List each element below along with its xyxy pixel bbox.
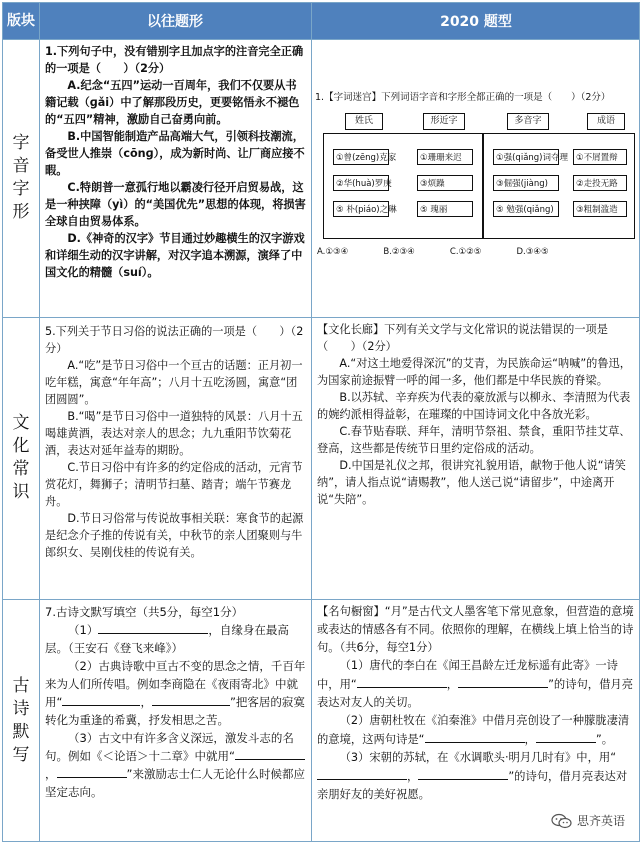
blank-prefix: （1） <box>68 623 99 637</box>
diagram-title: 1.【字词迷宫】下列词语字音和字形全都正确的一项是（ ）（2分） <box>315 92 611 103</box>
category-char: 写 <box>12 745 30 765</box>
comma: ， <box>524 733 536 746</box>
answer-options <box>317 247 549 257</box>
category-char: 古 <box>12 676 30 696</box>
group-item: ⑤ 瑰丽 <box>417 201 473 217</box>
option-c: C.节日习俗中有许多的约定俗成的活动，元宵节赏花灯，舞狮子；清明节扫墓、踏青；端午节赛龙舟。 <box>45 461 303 508</box>
category-char: 化 <box>12 436 30 456</box>
category-char: 诗 <box>12 699 30 719</box>
row-divider <box>3 599 639 600</box>
group-item: ②走投无路 <box>573 175 627 191</box>
answer-blank[interactable] <box>98 621 208 634</box>
option-d: D.中国是礼仪之邦，很讲究礼貌用语，献物于他人说“请笑纳”，请人指点说“请赐教”，他人送己说“请留步”，中途离开说“失陪”。 <box>317 459 626 506</box>
group-item: ②华(huà)罗庚 <box>333 175 389 191</box>
answer-option: C.①②⑤ <box>449 247 482 257</box>
comma: ， <box>446 678 459 691</box>
category-char: 常 <box>12 459 30 479</box>
answer-blank[interactable] <box>425 730 525 743</box>
category-char: 字 <box>12 179 30 199</box>
prompt-text: ”的诗句，借月亮表达对友人的关切。 <box>317 678 633 709</box>
prompt-text: （2）古典诗歌中亘古不变的思念之情，千百年来为人们所传唱。例如李商隐在《夜雨寄北》中就用 <box>45 659 306 709</box>
group-title-surname: 姓氏 <box>345 113 383 130</box>
group-title-polyphonic: 多音字 <box>507 113 549 130</box>
prompt-text: ”的诗句，借月亮表达对亲朋好友的美好祝愿。 <box>317 770 628 801</box>
old-question-5 <box>45 323 307 561</box>
answer-blank[interactable] <box>62 693 140 706</box>
answer-blank[interactable] <box>357 675 447 688</box>
group-item: ①不屑置辩 <box>573 149 627 165</box>
option-c: C.春节贴春联、拜年，清明节祭祖、禁食，重阳节挂艾草、登高，这些都是传统节日里约定俗成的活动。 <box>317 425 631 455</box>
category-char: 字 <box>12 133 30 153</box>
prompt-text: ”来激励志士仁人无论什么时候都应坚定志向。 <box>45 767 305 799</box>
category-char: 文 <box>12 413 30 433</box>
answer-blank[interactable] <box>536 730 596 743</box>
word-maze-diagram <box>315 89 633 269</box>
answer-blank[interactable] <box>235 747 305 760</box>
comma: ， <box>140 695 152 709</box>
header-old-type: 以往题形 <box>147 14 203 30</box>
blank-suffix: ，自缘身在最高层。（王安石《登飞来峰》） <box>45 623 289 655</box>
group-item: ③粗制滥造 <box>573 201 627 217</box>
answer-blank[interactable] <box>458 675 548 688</box>
group-title-similar-chars: 形近字 <box>423 113 465 130</box>
prompt-text: ”。 <box>595 733 613 746</box>
comparison-table <box>2 2 640 842</box>
option-b: B.“喝”是节日习俗中一道独特的风景：八月十五喝雄黄酒，表达对亲人的思念；九九重阳节饮菊花酒，表达对延年益寿的期盼。 <box>45 410 303 457</box>
old-question-7 <box>45 603 307 801</box>
group-item: ⑤ 勉强(qiǎng) <box>493 201 559 217</box>
category-char: 默 <box>12 722 30 742</box>
group-item: ①曾(zēng)克家 <box>333 149 389 165</box>
prompt-text: （1）唐代的李白在《闻王昌龄左迁龙标遥有此寄》一诗中，用“ <box>317 659 618 691</box>
header-new-type: 2020 题型 <box>440 14 512 30</box>
option-b: B.以苏轼、辛弃疾为代表的豪放派与以柳永、李清照为代表的婉约派相得益彰，在璀璨的中国诗词文化中各放光彩。 <box>317 391 631 421</box>
question-stem: 7.古诗文默写填空（共5分，每空1分） <box>45 605 244 619</box>
old-question-1 <box>45 43 307 281</box>
row-divider <box>3 317 639 318</box>
row-divider <box>3 39 639 40</box>
quote-open: “ <box>56 695 63 709</box>
new-question-culture <box>317 321 635 508</box>
comma: ， <box>45 767 57 781</box>
group-item: ③烦躁 <box>417 175 473 191</box>
option-c: C.特朗普一意孤行地以霸凌行径开启贸易战，这是一种挟障（yì）的“美国优先”思想的体现，将损害全球自由贸易体系。 <box>45 181 306 228</box>
question-stem: 5.下列关于节日习俗的说法正确的一项是（ ）（2分） <box>45 325 304 355</box>
answer-blank[interactable] <box>57 765 127 778</box>
watermark <box>551 812 625 829</box>
option-b: B.中国智能制造产品高端大气，引领科技潮流，备受世人推崇（cōnɡ），成为新时尚、让厂商应接不暇。 <box>45 130 305 177</box>
group-item: ⑤ 朴(piáo)之琳 <box>333 201 389 217</box>
column-divider <box>39 3 40 841</box>
column-divider <box>311 3 312 841</box>
group-item: ③倔强(jiàng) <box>493 175 559 191</box>
header-section <box>3 3 39 39</box>
category-char: 形 <box>12 202 30 222</box>
answer-option: A.①③④ <box>317 247 349 257</box>
group-item: ①珊珊来迟 <box>417 149 473 165</box>
group-item: ①强(qiǎng)词夺理 <box>493 149 559 165</box>
table-header <box>3 3 639 39</box>
answer-blank[interactable] <box>317 767 407 780</box>
prompt-text: ”把客居的寂寞转化为重逢的希冀，抒发相思之苦。 <box>45 695 305 727</box>
group-title-idiom: 成语 <box>587 113 625 130</box>
quote-open: “ <box>229 749 235 763</box>
category-wen-hua-chang-shi <box>3 317 39 599</box>
comma: ， <box>407 770 419 783</box>
option-d: D.节日习俗常与传说故事相关联：寒食节的起源是纪念介子推的传说有关，中秋节的亲人团聚则与牛郎织女、吴刚伐桂的传说有关。 <box>45 512 304 559</box>
prompt-text: （2）唐朝杜牧在《泊秦淮》中借月亮创设了一种朦胧凄清的意境，这两句诗是“ <box>317 714 630 746</box>
watermark-text: 思齐英语 <box>576 814 625 828</box>
answer-option: B.②③④ <box>383 247 415 257</box>
answer-blank[interactable] <box>418 767 508 780</box>
new-question-poetry <box>317 603 635 804</box>
category-char: 识 <box>12 482 30 502</box>
answer-option: D.③④⑤ <box>516 247 549 257</box>
option-a: A.“对这土地爱得深沉”的艾青，为民族命运“呐喊”的鲁迅，为国家前途振臂一呼的闻一多，他们都是中华民族的脊梁。 <box>317 357 631 387</box>
header-section-label: 版块 <box>7 12 35 29</box>
category-char: 音 <box>12 156 30 176</box>
option-a: A.“吃”是节日习俗中一个亘古的话题：正月初一吃年糕，寓意“年年高”；八月十五吃汤圆，寓意“团团圆圆”。 <box>45 359 303 406</box>
question-stem: 【名句橱窗】“月”是古代文人墨客笔下常见意象，但营造的意境或表达的情感各有不同。依照你的理解，在横线上填上恰当的诗句。（共6分，每空1分） <box>317 605 634 654</box>
category-zi-yin-zi-xing <box>3 39 39 317</box>
option-a: A.纪念“五四”运动一百周年，我们不仅要从书籍记载（ɡǎi）中了解那段历史，更要铭悟永不褪色的“五四”精神，激励自己奋勇向前。 <box>45 79 300 126</box>
option-d: D.《神奇的汉字》节目通过妙趣横生的汉字游戏和详细生动的汉字讲解，对汉字追本溯源，演绎了中国文化的精髓（suí）。 <box>45 232 305 279</box>
question-stem: 【文化长廊】下列有关文学与文化常识的说法错误的一项是（ ）（2分） <box>317 323 608 353</box>
category-gu-shi-mo-xie <box>3 599 39 843</box>
prompt-text: （3）宋朝的苏轼，在《水调歌头·明月几时有》中，用“ <box>339 751 617 764</box>
answer-blank[interactable] <box>152 693 230 706</box>
wechat-icon <box>551 813 573 829</box>
question-stem: 1.下列句子中，没有错别字且加点字的注音完全正确的一项是（ ）（2分） <box>45 45 304 75</box>
prompt-text: （3）古文中有许多含义深远，激发斗志的名句。例如《＜论语＞十二章》中就用 <box>45 731 294 763</box>
